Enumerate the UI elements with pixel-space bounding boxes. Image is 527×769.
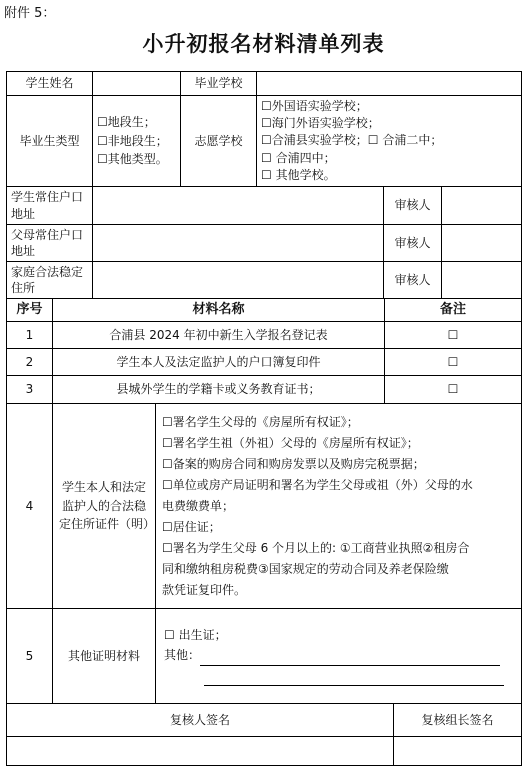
reviewer-label-2: 审核人 bbox=[383, 224, 442, 262]
item-4-line-9: 款凭证复印件。 bbox=[162, 582, 247, 597]
header-no: 序号 bbox=[6, 298, 53, 322]
reviewer-label-3: 审核人 bbox=[383, 261, 442, 299]
type-option-nonlocal[interactable]: ☐非地段生； bbox=[97, 133, 168, 148]
other-label: 其他： bbox=[164, 648, 201, 663]
item-4-line-1[interactable]: ☐署名学生父母的《房屋所有权证》； bbox=[162, 414, 359, 429]
type-option-local[interactable]: ☐地段生； bbox=[97, 115, 156, 130]
item-2-name: 学生本人及法定监护人的户口簿复印件 bbox=[52, 348, 385, 376]
school-option-5[interactable]: ☐ 其他学校。 bbox=[261, 168, 336, 183]
school-option-3[interactable]: ☐合浦县实验学校；☐ 合浦二中； bbox=[261, 133, 443, 148]
birth-certificate-option[interactable]: ☐ 出生证； bbox=[164, 628, 227, 642]
item-4-line-5: 电费缴费单； bbox=[162, 498, 235, 513]
reviewer-label-1: 审核人 bbox=[383, 186, 442, 225]
item-1-checkbox[interactable]: ☐ bbox=[384, 321, 522, 349]
item-1-name: 合浦县 2024 年初中新生入学报名登记表 bbox=[52, 321, 385, 349]
item-3-no: 3 bbox=[6, 375, 53, 404]
item-5-name: 其他证明材料 bbox=[52, 608, 156, 704]
home-address-label: 家庭合法稳定住所 bbox=[6, 261, 93, 299]
type-option-other[interactable]: ☐其他类型。 bbox=[97, 152, 168, 167]
reviewer-field-3[interactable] bbox=[441, 261, 522, 299]
student-address-field[interactable] bbox=[92, 186, 384, 225]
item-4-no: 4 bbox=[6, 403, 53, 609]
item-4-line-2[interactable]: ☐署名学生祖（外祖）父母的《房屋所有权证》； bbox=[162, 435, 419, 450]
page-title: 小升初报名材料清单列表 bbox=[142, 31, 385, 56]
reviewer-field-2[interactable] bbox=[441, 224, 522, 262]
item-2-no: 2 bbox=[6, 348, 53, 376]
header-remark: 备注 bbox=[384, 298, 522, 322]
leader-signature-field[interactable] bbox=[393, 736, 522, 766]
item-5-options[interactable] bbox=[155, 608, 522, 704]
parent-address-field[interactable] bbox=[92, 224, 384, 262]
item-4-options[interactable] bbox=[155, 403, 522, 609]
student-name-field[interactable] bbox=[92, 71, 181, 96]
item-3-checkbox[interactable]: ☐ bbox=[384, 375, 522, 404]
attachment-label: 附件 5： bbox=[4, 6, 56, 21]
school-option-1[interactable]: ☐外国语实验学校； bbox=[261, 98, 368, 113]
item-2-checkbox[interactable]: ☐ bbox=[384, 348, 522, 376]
preferred-school-options[interactable] bbox=[256, 95, 522, 187]
item-4-line-3[interactable]: ☐备案的购房合同和购房发票以及购房完税票据； bbox=[162, 456, 425, 471]
student-address-label: 学生常住户口地址 bbox=[6, 186, 93, 225]
item-3-name: 县城外学生的学籍卡或义务教育证书； bbox=[52, 375, 385, 404]
header-material-name: 材料名称 bbox=[52, 298, 385, 322]
graduate-type-options[interactable] bbox=[92, 95, 181, 187]
leader-signature-label: 复核组长签名 bbox=[393, 703, 522, 737]
parent-address-label: 父母常住户口地址 bbox=[6, 224, 93, 262]
school-option-2[interactable]: ☐海门外语实验学校； bbox=[261, 115, 380, 130]
school-option-4[interactable]: ☐ 合浦四中； bbox=[261, 150, 336, 165]
item-4-line-6[interactable]: ☐居住证； bbox=[162, 519, 221, 534]
graduate-type-label: 毕业生类型 bbox=[6, 95, 93, 187]
item-4-line-8: 同和缴纳租房税费③国家规定的劳动合同及养老保险缴 bbox=[162, 561, 449, 576]
recheck-signature-label: 复核人签名 bbox=[6, 703, 394, 737]
item-4-name: 学生本人和法定监护人的合法稳定住所证件（明） bbox=[52, 403, 156, 609]
item-1-no: 1 bbox=[6, 321, 53, 349]
other-input-line-2[interactable] bbox=[204, 673, 504, 686]
graduate-school-label: 毕业学校 bbox=[180, 71, 257, 96]
recheck-signature-field[interactable] bbox=[6, 736, 394, 766]
reviewer-field-1[interactable] bbox=[441, 186, 522, 225]
item-4-line-4[interactable]: ☐单位或房产局证明和署名为学生父母或祖（外）父母的水 bbox=[162, 477, 473, 492]
item-4-line-7[interactable]: ☐署名为学生父母 6 个月以上的: ①工商营业执照②租房合 bbox=[162, 540, 470, 555]
graduate-school-field[interactable] bbox=[256, 71, 522, 96]
item-5-no: 5 bbox=[6, 608, 53, 704]
home-address-field[interactable] bbox=[92, 261, 384, 299]
other-input-line-1[interactable] bbox=[200, 653, 500, 666]
student-name-label: 学生姓名 bbox=[6, 71, 93, 96]
preferred-school-label: 志愿学校 bbox=[180, 95, 257, 187]
